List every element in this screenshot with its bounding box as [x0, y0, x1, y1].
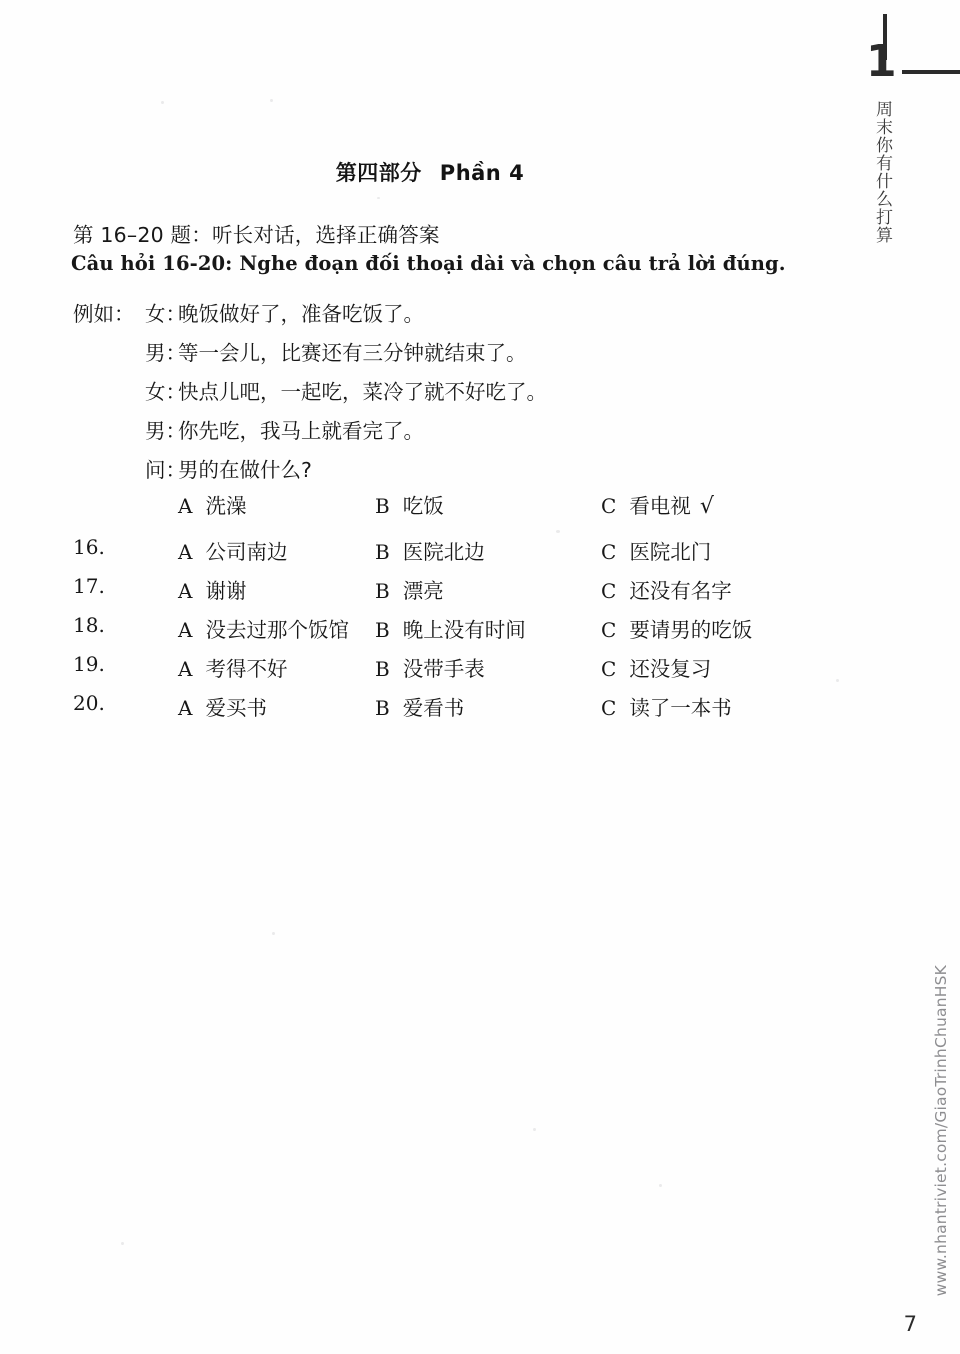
chapter-marker	[840, 0, 960, 300]
instruction-vietnamese: Câu hỏi 16-20: Nghe đoạn đối thoại dài và chọn câu trả lời đúng.	[71, 252, 786, 275]
question-number: 18.	[73, 613, 105, 637]
page-title	[0, 157, 860, 187]
option-letter: C	[601, 618, 617, 642]
option-c[interactable]	[601, 574, 732, 604]
scan-speckle	[121, 1242, 124, 1245]
option-a[interactable]	[178, 652, 287, 682]
dialogue-line	[73, 375, 773, 414]
dialogue-speaker: 男：	[145, 341, 186, 365]
page-number: 7	[903, 1312, 917, 1336]
question-number: 19.	[73, 652, 105, 676]
scan-speckle	[272, 932, 275, 935]
example-dialogue	[73, 297, 773, 492]
option-a[interactable]	[178, 613, 349, 643]
option-text: 漂亮	[402, 579, 444, 603]
option-letter: B	[375, 540, 390, 564]
scan-speckle	[270, 99, 273, 102]
option-text: 爱买书	[205, 696, 267, 720]
example-option-row	[0, 489, 860, 535]
question-number: 16.	[73, 535, 105, 559]
dialogue-speaker: 女：	[145, 380, 186, 404]
option-c[interactable]	[601, 652, 711, 682]
chapter-vertical-title: 周末你有什么打算	[872, 100, 892, 244]
option-a[interactable]	[178, 574, 246, 604]
scan-speckle	[533, 1128, 536, 1131]
option-letter: A	[178, 696, 193, 720]
option-c[interactable]	[601, 535, 711, 565]
instruction-chinese: 第 16–20 题：听长对话，选择正确答案	[73, 223, 440, 247]
option-letter: A	[178, 579, 193, 603]
section-title-cn: 第四部分	[335, 161, 422, 185]
dialogue-text: 快点儿吧，一起吃，菜冷了就不好吃了。	[178, 380, 547, 404]
question-row	[0, 535, 860, 574]
option-text: 医院北边	[402, 540, 485, 564]
option-b[interactable]	[375, 652, 485, 682]
option-text: 没去过那个饭馆	[205, 618, 349, 642]
option-letter: A	[178, 657, 193, 681]
option-letter: B	[375, 618, 390, 642]
chapter-rule-horizontal	[902, 70, 960, 74]
option-text: 医院北门	[629, 540, 712, 564]
answer-rows	[0, 489, 860, 730]
question-row	[0, 574, 860, 613]
chapter-number: 1	[866, 36, 896, 87]
option-text: 没带手表	[402, 657, 485, 681]
option-c[interactable]	[601, 489, 714, 519]
option-text: 看电视	[629, 494, 691, 518]
option-text: 考得不好	[205, 657, 288, 681]
option-text: 公司南边	[205, 540, 288, 564]
option-letter: B	[375, 696, 390, 720]
option-text: 晚上没有时间	[402, 618, 526, 642]
option-a[interactable]	[178, 535, 287, 565]
option-letter: A	[178, 494, 193, 518]
option-letter: C	[601, 696, 617, 720]
option-text: 爱看书	[402, 696, 465, 720]
checkmark-icon: √	[699, 494, 714, 519]
option-b[interactable]	[375, 535, 485, 565]
option-text: 吃饭	[402, 494, 444, 518]
dialogue-line	[73, 297, 773, 336]
dialogue-line	[73, 414, 773, 453]
dialogue-question-text: 男的在做什么?	[178, 458, 312, 482]
option-c[interactable]	[601, 691, 732, 721]
dialogue-speaker: 男：	[145, 419, 186, 443]
dialogue-text: 你先吃，我马上就看完了。	[178, 419, 424, 443]
section-title-vi: Phần 4	[439, 161, 525, 185]
option-letter: C	[601, 540, 617, 564]
option-letter: B	[375, 579, 390, 603]
option-b[interactable]	[375, 613, 526, 643]
option-b[interactable]	[375, 691, 464, 721]
option-text: 读了一本书	[629, 696, 732, 720]
option-letter: A	[178, 540, 193, 564]
option-c[interactable]	[601, 613, 752, 643]
option-text: 还没有名字	[629, 579, 732, 603]
question-row	[0, 652, 860, 691]
option-letter: C	[601, 579, 617, 603]
dialogue-text: 晚饭做好了，准备吃饭了。	[178, 302, 424, 326]
scan-speckle	[659, 1184, 662, 1187]
example-label: 例如：	[73, 302, 135, 326]
question-number: 17.	[73, 574, 105, 598]
dialogue-line	[73, 453, 773, 492]
option-a[interactable]	[178, 489, 246, 519]
question-number: 20.	[73, 691, 105, 715]
question-row	[0, 613, 860, 652]
option-letter: B	[375, 657, 390, 681]
dialogue-text: 等一会儿，比赛还有三分钟就结束了。	[178, 341, 527, 365]
option-text: 还没复习	[629, 657, 712, 681]
option-letter: B	[375, 494, 390, 518]
option-b[interactable]	[375, 574, 444, 604]
dialogue-line	[73, 336, 773, 375]
scan-speckle	[161, 101, 164, 104]
scan-speckle	[377, 197, 380, 199]
option-letter: C	[601, 494, 617, 518]
dialogue-speaker: 女：	[145, 302, 186, 326]
option-a[interactable]	[178, 691, 267, 721]
option-letter: A	[178, 618, 193, 642]
option-text: 要请男的吃饭	[629, 618, 753, 642]
option-text: 谢谢	[205, 579, 247, 603]
site-url-watermark: www.nhantriviet.com/GiaoTrinhChuanHSK	[932, 964, 950, 1296]
dialogue-speaker: 问：	[145, 458, 186, 482]
option-text: 洗澡	[205, 494, 247, 518]
option-letter: C	[601, 657, 617, 681]
question-row	[0, 691, 860, 730]
option-b[interactable]	[375, 489, 444, 519]
